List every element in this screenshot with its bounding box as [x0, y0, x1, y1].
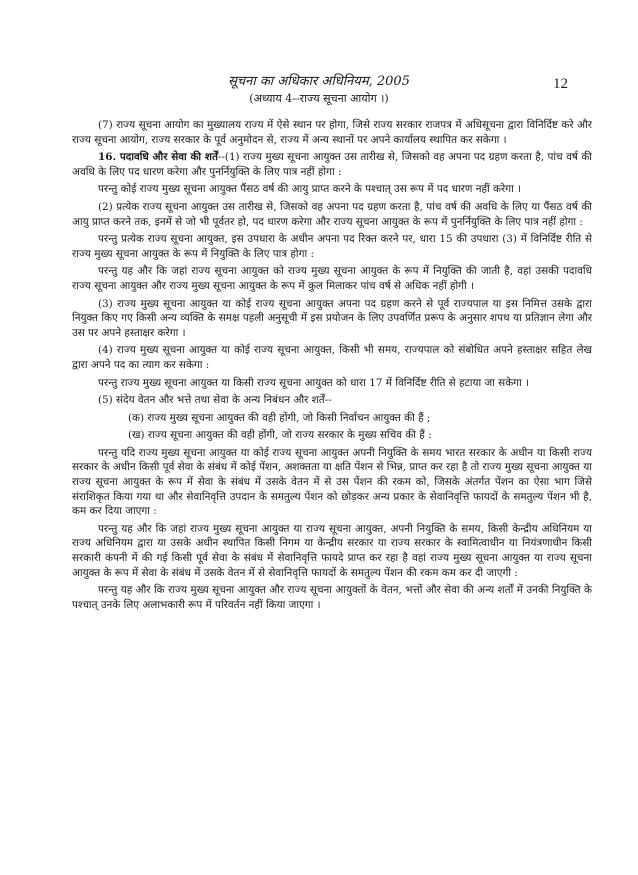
paragraph-text: (क) राज्य मुख्य सूचना आयुक्त की वही होंगी, जो किसी निर्वाचन आयुक्त की हैं ; — [128, 411, 431, 424]
paragraph — [72, 376, 592, 391]
paragraph — [72, 200, 592, 229]
header-subtitle: (अध्याय 4--राज्य सूचना आयोग ।) — [249, 92, 389, 105]
paragraph-text: परन्तु यदि राज्य मुख्य सूचना आयुक्त या कोई राज्य सूचना आयुक्त अपनी नियुक्ति के समय भारत सरकार के अधीन या किसी राज्य सरकार के अधीन किसी पूर्व सेवा के संबंध में कोई पेंशन, अशक्तता या क्षति पेंशन से भिन्न, प्राप्त कर रहा है तो राज्य मुख्य सूचना आयुक्त या राज्य सूचना आयुक्त के रूप में सेवा के संबंध में उसके वेतन में से उस पेंशन की रकम को, जिसके अंतर्गत पेंशन का ऐसा भाग जिसे संराशिकृत किया गया था और सेवानिवृत्ति उपदान के समतुल्य पेंशन को छोड़कर अन्य प्रकार के सेवानिवृत्ति फायदों के समतुल्य पेंशन भी है, कम कर दिया जाएगा : — [72, 446, 592, 518]
document-body — [72, 118, 592, 615]
paragraph — [72, 232, 592, 261]
paragraph — [72, 264, 592, 293]
paragraph-text: --(1) राज्य मुख्य सूचना आयुक्त उस तारीख से, जिसको वह अपना पद ग्रहण करता है, पांच वर्ष की अवधि के लिए पद धारण करेगा और पुनर्नियुक्ति के लिए पात्र नहीं होगा : — [72, 151, 592, 178]
section-16 — [72, 150, 592, 179]
paragraph — [72, 393, 592, 408]
paragraph-text: (3) राज्य मुख्य सूचना आयुक्त या कोई राज्य सूचना आयुक्त अपना पद ग्रहण करने से पूर्व राज्यपाल या इस निमित्त उसके द्वारा नियुक्त किए गए किसी अन्य व्यक्ति के समक्ष पहली अनुसूची में इस प्रयोजन के लिए उपवर्णित प्ररूप के अनुसार शपथ या प्रतिज्ञान लेगा और उस पर अपने हस्ताक्षर करेगा । — [72, 297, 592, 339]
paragraph-text: परन्तु यह और कि राज्य मुख्य सूचना आयुक्त और राज्य सूचना आयुक्तों के वेतन, भत्तों और सेवा की अन्य शर्तों में उनकी नियुक्ति के पश्चात् उनके लिए अलाभकारी रूप में परिवर्तन नहीं किया जाएगा । — [72, 584, 592, 611]
paragraph — [72, 522, 592, 580]
paragraph-text: (ख) राज्य सूचना आयुक्त की वही होंगी, जो राज्य सरकार के मुख्य सचिव की हैं : — [128, 429, 432, 442]
paragraph-text: परन्तु कोई राज्य मुख्य सूचना आयुक्त पैंसठ वर्ष की आयु प्राप्त करने के पश्चात् उस रूप में पद धारण नहीं करेगा । — [98, 183, 522, 196]
header-title: सूचना का अधिकार अधिनियम, 2005 — [228, 74, 410, 89]
paragraph — [72, 118, 592, 147]
paragraph-text: परन्तु यह और कि जहां राज्य मुख्य सूचना आयुक्त या राज्य सूचना आयुक्त, अपनी नियुक्ति के समय, किसी केन्द्रीय अधिनियम या राज्य अधिनियम द्वारा या उसके अधीन स्थापित किसी निगम या केन्द्रीय सरकार या राज्य सरकार के स्वामित्वाधीन या नियंत्रणाधीन किसी सरकारी कंपनी में की गई किसी पूर्व सेवा के संबंध में सेवानिवृत्ति फायदे प्राप्त कर रहा है वहां राज्य मुख्य सूचना आयुक्त या राज्य सूचना आयुक्त के रूप में सेवा के संबंध में उसके वेतन में से सेवानिवृत्ति फायदों के समतुल्य पेंशन की रकम कम कर दी जाएगी : — [72, 522, 592, 579]
paragraph — [72, 297, 592, 341]
page-header — [0, 74, 638, 106]
paragraph-text: (4) राज्य मुख्य सूचना आयुक्त या कोई राज्य सूचना आयुक्त, किसी भी समय, राज्यपाल को संबोधित अपने हस्ताक्षर सहित लेख द्वारा अपने पद का त्याग कर सकेगा : — [72, 344, 592, 371]
paragraph-text: (5) संदेय वेतन और भत्ते तथा सेवा के अन्य निबंधन और शर्तें-- — [98, 394, 332, 407]
sub-clause — [72, 411, 592, 426]
paragraph-text: (7) राज्य सूचना आयोग का मुख्यालय राज्य में ऐसे स्थान पर होगा, जिसे राज्य सरकार राजपत्र में अधिसूचना द्वारा विनिर्दिष्ट करे और राज्य सूचना आयोग, राज्य सरकार के पूर्व अनुमोदन से, राज्य में अन्य स्थानों पर अपने कार्यालय स्थापित कर सकेगा । — [72, 119, 592, 146]
paragraph-text: परन्तु प्रत्येक राज्य सूचना आयुक्त, इस उपधारा के अधीन अपना पद रिक्त करने पर, धारा 15 की उपधारा (3) में विनिर्दिष्ट रीति से राज्य मुख्य सूचना आयुक्त के रूप में नियुक्ति के लिए पात्र होगा : — [72, 233, 592, 260]
paragraph — [72, 182, 592, 197]
paragraph — [72, 343, 592, 372]
section-heading: 16. पदावधि और सेवा की शर्तें — [98, 151, 218, 164]
paragraph — [72, 583, 592, 612]
paragraph-text: (2) प्रत्येक राज्य सूचना आयुक्त उस तारीख से, जिसको वह अपना पद ग्रहण करता है, पांच वर्ष की अवधि के लिए या पैंसठ वर्ष की आयु प्राप्त करने तक, इनमें से जो भी पूर्वतर हो, पद धारण करेगा और राज्य सूचना आयुक्त के रूप में पुनर्नियुक्ति के लिए पात्र नहीं होगा : — [72, 200, 592, 228]
sub-clause — [72, 428, 592, 443]
paragraph — [72, 446, 592, 519]
paragraph-text: परन्तु यह और कि जहां राज्य सूचना आयुक्त को राज्य मुख्य सूचना आयुक्त के रूप में नियुक्ति की जाती है, वहां उसकी पदावधि राज्य सूचना आयुक्त और राज्य मुख्य सूचना आयुक्त के रूप में कुल मिलाकर पांच वर्ष से अधिक नहीं होगी । — [72, 265, 592, 292]
page-number: 12 — [553, 76, 568, 92]
paragraph-text: परन्तु राज्य मुख्य सूचना आयुक्त या किसी राज्य सूचना आयुक्त को धारा 17 में विनिर्दिष्ट रीति से हटाया जा सकेगा । — [98, 376, 529, 389]
